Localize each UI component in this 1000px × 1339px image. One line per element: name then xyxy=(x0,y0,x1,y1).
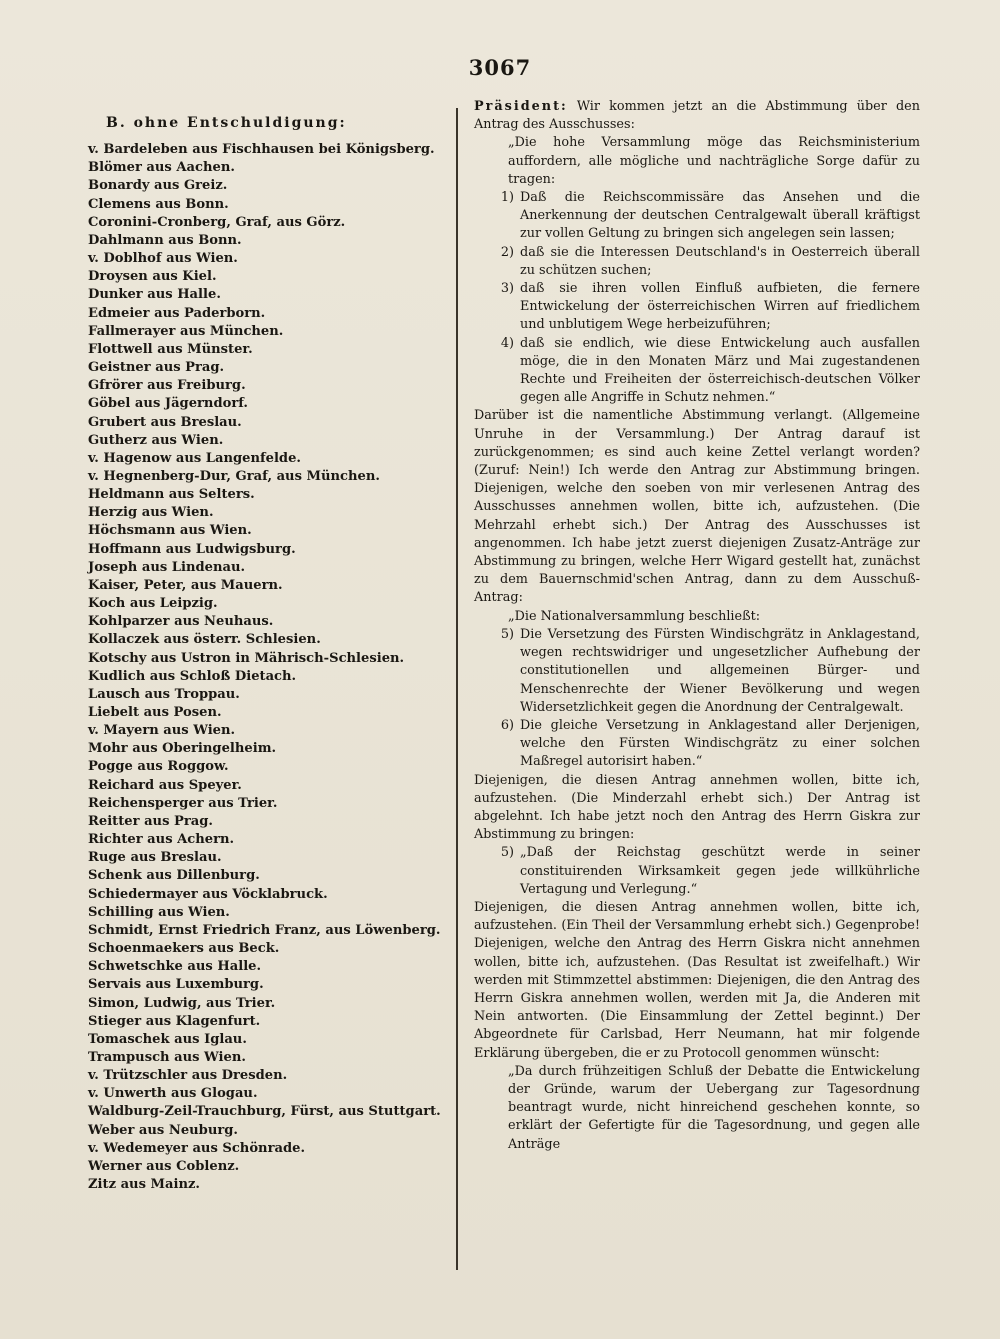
list-item: Kudlich aus Schloß Dietach. xyxy=(88,668,297,684)
item-text: daß sie die Interessen Deutschland's in Oesterreich überall zu schützen suchen; xyxy=(520,244,920,278)
list-item: Dunker aus Halle. xyxy=(88,287,221,303)
list-item: Coronini-Cronberg, Graf, aus Görz. xyxy=(88,214,346,230)
item-number: 5) xyxy=(500,845,514,861)
giskra-items xyxy=(474,844,920,899)
list-item: Reichensperger aus Trier. xyxy=(88,795,278,811)
item-number: 3) xyxy=(500,281,514,297)
list-item: v. Hegnenberg-Dur, Graf, aus München. xyxy=(88,468,380,484)
list-item: Werner aus Coblenz. xyxy=(88,1158,240,1174)
list-item: Weber aus Neuburg. xyxy=(88,1122,238,1138)
list-item: Ruge aus Breslau. xyxy=(88,850,222,866)
list-item: v. Doblhof aus Wien. xyxy=(88,251,238,267)
list-item: Blömer aus Aachen. xyxy=(88,160,235,176)
list-item: Tomaschek aus Iglau. xyxy=(88,1031,247,1047)
numbered-item xyxy=(474,189,920,244)
declaration-quote: „Da durch frühzeitigen Schluß der Debatte die Entwickelung der Gründe, warum der Uebergang zur Tagesordnung beantragt wurde, nicht hinreichend geschehen konnte, so erklärt der Gefertigte für die Tagesordnung, und gegen alle Anträge xyxy=(508,1063,920,1152)
vote-paragraph: Darüber ist die namentliche Abstimmung verlangt. (Allgemeine Unruhe in der Versammlung.) Der Antrag darauf ist zurückgenommen; es sind auch keine Zettel verlangt worden? (Zuruf: Nein!) Ich werde den Antrag zur Abstimmung bringen. Diejenigen, welche den soeben von mir verlesenen Antrag des Ausschusses annehmen wollen, bitte ich, aufzustehen. (Die Mehrzahl erhebt sich.) Der Antrag des Ausschusses ist angenommen. Ich habe jetzt zuerst diejenigen Zusatz-Anträge zur Abstimmung zu bringen, welche Herr Wigard gestellt hat, zunächst zu dem Bauernschmid'schen Antrag, dann zu dem Ausschuß-Antrag: xyxy=(474,408,920,606)
list-item: v. Wedemeyer aus Schönrade. xyxy=(88,1140,306,1156)
item-number: 6) xyxy=(500,717,514,733)
list-item: v. Mayern aus Wien. xyxy=(88,723,236,739)
list-item: Kohlparzer aus Neuhaus. xyxy=(88,614,274,630)
list-item: Höchsmann aus Wien. xyxy=(88,523,252,539)
proceedings-text xyxy=(474,98,920,1154)
item-text: daß sie endlich, wie diese Entwickelung auch ausfallen möge, die in den Monaten März und Mai zugestandenen Rechte und Freiheiten der österreichisch-deutschen Völker gegen alle Angriffe in Schutz nehmen.“ xyxy=(520,335,920,406)
list-item: Schenk aus Dillenburg. xyxy=(88,868,260,884)
list-item: v. Unwerth aus Glogau. xyxy=(88,1086,258,1102)
list-item: Kotschy aus Ustron in Mährisch-Schlesien. xyxy=(88,650,405,666)
list-item: Koch aus Leipzig. xyxy=(88,596,218,612)
list-item: Gutherz aus Wien. xyxy=(88,432,224,448)
numbered-item xyxy=(474,626,920,717)
list-heading: B. ohne Entschuldigung: xyxy=(106,115,347,131)
list-item: Zitz aus Mainz. xyxy=(88,1177,200,1193)
motion-items xyxy=(474,189,920,407)
item-text: Daß die Reichscommissäre das Ansehen und die Anerkennung der deutschen Centralgewalt überall kräftigst zur vollen Geltung zu bringen sich angelegen sein lassen; xyxy=(520,190,920,242)
list-item: Trampusch aus Wien. xyxy=(88,1049,246,1065)
list-item: Schilling aus Wien. xyxy=(88,904,230,920)
list-item: Simon, Ludwig, aus Trier. xyxy=(88,995,276,1011)
list-item: Schwetschke aus Halle. xyxy=(88,959,262,975)
list-item: Mohr aus Oberingelheim. xyxy=(88,741,277,757)
intro-paragraph xyxy=(474,98,920,134)
list-item: Göbel aus Jägerndorf. xyxy=(88,396,248,412)
item-text: Die Versetzung des Fürsten Windischgrätz in Anklagestand, wegen rechtswidriger und ungesetzlicher Aufhebung der constitutionellen und allgemeinen Bürger- und Menschenrechte der Wiener Bevölkerung und wegen Widersetzlichkeit gegen die Anordnung der Centralgewalt. xyxy=(520,626,920,715)
list-item: Droysen aus Kiel. xyxy=(88,269,217,285)
list-item: Reichard aus Speyer. xyxy=(88,777,242,793)
list-item: Schoenmaekers aus Beck. xyxy=(88,941,280,957)
assembly-quote: „Die Nationalversammlung beschließt: xyxy=(508,608,761,624)
list-item: Gfrörer aus Freiburg. xyxy=(88,378,246,394)
list-item: Hoffmann aus Ludwigsburg. xyxy=(88,541,296,557)
item-text: Die gleiche Versetzung in Anklagestand aller Derjenigen, welche den Fürsten Windischgrätz zu einer solchen Maßregel autorisirt haben.“ xyxy=(520,717,920,770)
item-text: daß sie ihren vollen Einfluß aufbieten, die fernere Entwickelung der österreichischen Wirren auf friedlichem und unblutigem Wege herbeizuführen; xyxy=(520,281,920,333)
item-number: 2) xyxy=(500,244,514,260)
list-item: Servais aus Luxemburg. xyxy=(88,977,264,993)
item-number: 1) xyxy=(500,190,514,206)
item-text: „Daß der Reichstag geschützt werde in seiner constituirenden Wirksamkeit gegen jede willkührliche Vertagung und Verlegung.“ xyxy=(520,845,920,897)
numbered-item xyxy=(474,717,920,772)
list-item: Lausch aus Troppau. xyxy=(88,686,240,702)
result-paragraph: Diejenigen, die diesen Antrag annehmen wollen, bitte ich, aufzustehen. (Die Minderzahl erhebt sich.) Der Antrag ist abgelehnt. Ich habe jetzt noch den Antrag des Herrn Giskra zur Abstimmung zu bringen: xyxy=(474,772,920,843)
intro-text: Wir kommen jetzt an die Abstimmung über den Antrag des Ausschusses: xyxy=(474,99,920,133)
list-item: Liebelt aus Posen. xyxy=(88,705,222,720)
list-item: Reitter aus Prag. xyxy=(88,813,213,829)
list-item: Schmidt, Ernst Friedrich Franz, aus Löwenberg. xyxy=(88,922,441,938)
amendment-items xyxy=(474,626,920,772)
numbered-item xyxy=(474,335,920,408)
list-item: v. Trützschler aus Dresden. xyxy=(88,1068,288,1084)
list-item: Stieger aus Klagenfurt. xyxy=(88,1013,261,1029)
list-item: Schiedermayer aus Vöcklabruck. xyxy=(88,886,328,902)
list-item: Richter aus Achern. xyxy=(88,832,235,848)
list-item: Bonardy aus Greiz. xyxy=(88,178,228,194)
column-divider xyxy=(456,108,458,1270)
list-item: Fallmerayer aus München. xyxy=(88,323,284,339)
numbered-item xyxy=(474,844,920,899)
list-item: Edmeier aus Paderborn. xyxy=(88,305,266,321)
list-item: Kaiser, Peter, aus Mauern. xyxy=(88,577,283,593)
list-item: Joseph aus Lindenau. xyxy=(88,559,246,575)
list-item: Kollaczek aus österr. Schlesien. xyxy=(88,632,321,648)
item-number: 5) xyxy=(500,626,514,642)
list-item: Flottwell aus Münster. xyxy=(88,341,253,357)
absentee-list xyxy=(88,114,448,1194)
motion-quote: „Die hohe Versammlung möge das Reichsministerium auffordern, alle mögliche und nachträgliche Sorge dafür zu tragen: xyxy=(508,135,920,187)
list-item: v. Bardeleben aus Fischhausen bei Königsberg. xyxy=(88,142,435,158)
list-item: Heldmann aus Selters. xyxy=(88,487,255,503)
list-item: Dahlmann aus Bonn. xyxy=(88,232,242,248)
ballot-paragraph: Diejenigen, die diesen Antrag annehmen wollen, bitte ich, aufzustehen. (Ein Theil der Versammlung erhebt sich.) Gegenprobe! Diejenigen, welche den Antrag des Herrn Giskra nicht annehmen wollen, bitte ich, aufzustehen. (Das Resultat ist zweifelhaft.) Wir werden mit Stimmzettel abstimmen: Diejenigen, die den Antrag des Herrn Giskra annehmen wollen, werden mit Ja, die Anderen mit Nein antworten. (Die Einsammlung der Zettel beginnt.) Der Abgeordnete für Carlsbad, Herr Neumann, hat mir folgende Erklärung übergeben, die er zu Protocoll genommen wünscht: xyxy=(474,899,920,1061)
list-item: v. Hagenow aus Langenfelde. xyxy=(88,450,301,466)
list-item: Clemens aus Bonn. xyxy=(88,196,229,212)
speaker-label: Präsident: xyxy=(474,99,568,114)
page-number: 3067 xyxy=(468,55,532,80)
list-item: Waldburg-Zeil-Trauchburg, Fürst, aus Stuttgart. xyxy=(88,1104,441,1120)
item-number: 4) xyxy=(500,335,514,351)
numbered-item xyxy=(474,244,920,280)
list-item: Grubert aus Breslau. xyxy=(88,414,242,430)
name-list xyxy=(88,141,448,1194)
numbered-item xyxy=(474,280,920,335)
list-item: Geistner aus Prag. xyxy=(88,360,225,376)
list-item: Herzig aus Wien. xyxy=(88,505,214,521)
list-item: Pogge aus Roggow. xyxy=(88,759,229,775)
